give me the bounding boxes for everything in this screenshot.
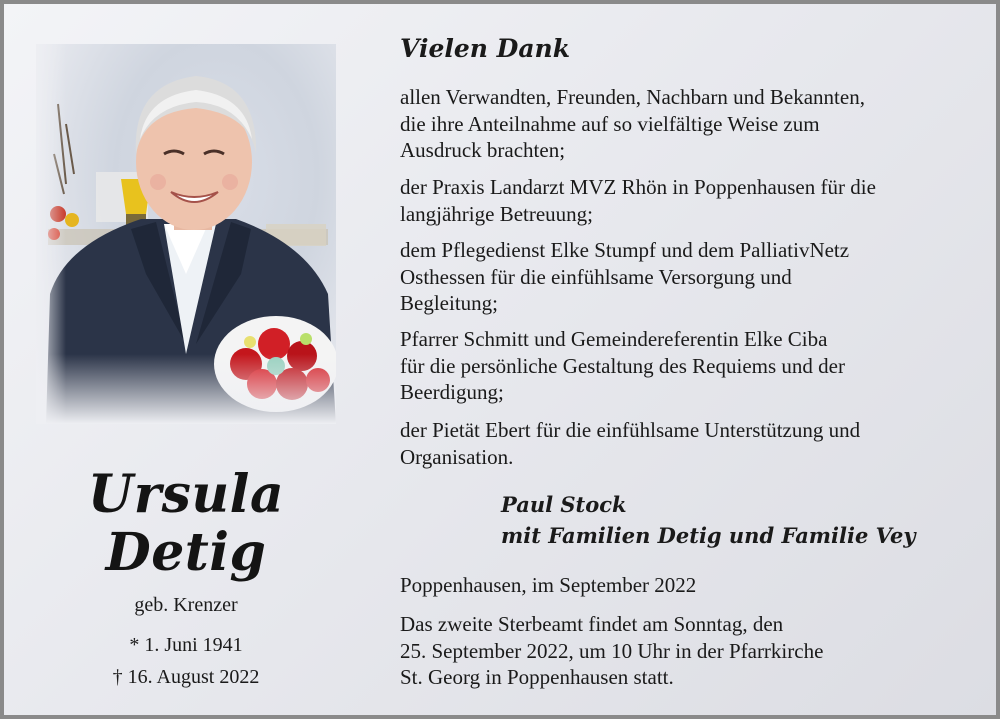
birth-date: * 1. Juni 1941 bbox=[129, 634, 243, 656]
thanks-line: die ihre Anteilnahme auf so vielfältige Weise zum bbox=[400, 111, 820, 136]
thanks-line: allen Verwandten, Freunden, Nachbarn und Bekannten, bbox=[400, 85, 865, 109]
portrait-photo bbox=[36, 44, 336, 424]
place-date: Poppenhausen, im September 2022 bbox=[400, 573, 697, 597]
thanks-line: Osthessen für die einfühlsame Versorgung und bbox=[400, 264, 792, 289]
thanks-line: Begleitung; bbox=[400, 291, 498, 315]
thanks-paragraph-2 bbox=[400, 174, 980, 227]
thanks-line: Organisation. bbox=[400, 444, 514, 469]
deceased-first-name: Ursula bbox=[87, 464, 285, 525]
thanks-line: dem Pflegedienst Elke Stumpf und dem PalliativNetz bbox=[400, 238, 850, 262]
thanks-line: der Pietät Ebert für die einfühlsame Unterstützung und bbox=[400, 418, 861, 442]
service-line: 25. September 2022, um 10 Uhr in der Pfarrkirche bbox=[400, 638, 824, 663]
thanks-paragraph-5 bbox=[400, 417, 980, 470]
thanks-line: Ausdruck brachten; bbox=[400, 138, 566, 162]
thanks-paragraph-4 bbox=[400, 326, 980, 406]
signature-line: Paul Stock bbox=[501, 492, 627, 517]
service-line: Das zweite Sterbeamt findet am Sonntag, den bbox=[400, 612, 784, 636]
heading-thanks: Vielen Dank bbox=[400, 34, 571, 63]
thanks-paragraph-1 bbox=[400, 84, 980, 164]
thanks-line: der Praxis Landarzt MVZ Rhön in Poppenhausen für die bbox=[400, 175, 876, 199]
service-line: St. Georg in Poppenhausen statt. bbox=[400, 665, 674, 689]
thanks-paragraph-3 bbox=[400, 237, 980, 317]
thanks-line: Pfarrer Schmitt und Gemeindereferentin Elke Ciba bbox=[400, 327, 828, 351]
signature bbox=[501, 489, 981, 551]
thanks-line: Beerdigung; bbox=[400, 380, 504, 404]
birth-name: geb. Krenzer bbox=[134, 594, 238, 616]
thanks-line: langjährige Betreuung; bbox=[400, 201, 594, 226]
signature-line: mit Familien Detig und Familie Vey bbox=[501, 523, 916, 548]
thanks-line: für die persönliche Gestaltung des Requiems und der bbox=[400, 353, 845, 378]
deceased-last-name: Detig bbox=[105, 522, 267, 583]
death-date: † 16. August 2022 bbox=[112, 666, 260, 688]
service-note bbox=[400, 611, 980, 691]
